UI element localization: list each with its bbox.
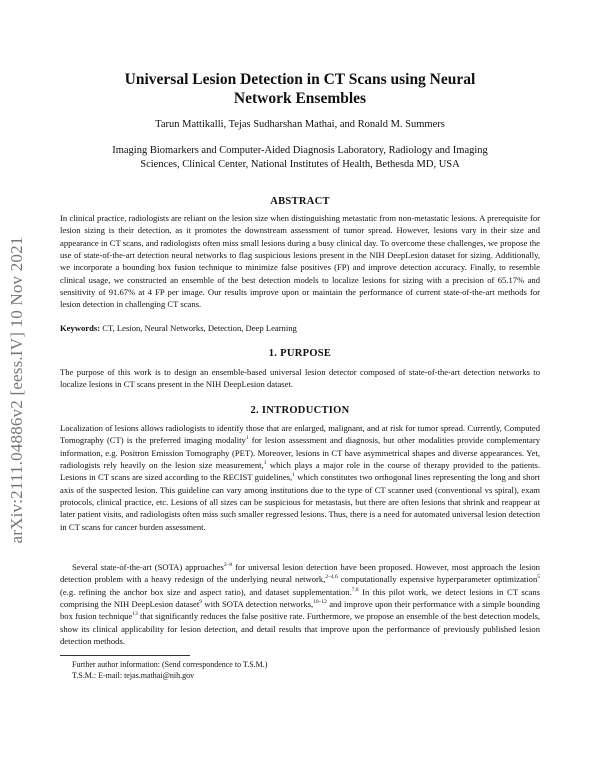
citation-ref[interactable]: 2–8 xyxy=(223,562,233,569)
citation-ref[interactable]: 9 xyxy=(199,599,202,606)
paper-title xyxy=(80,70,520,108)
intro-p2-text: In this pilot work, we detect lesions in CT scans comprising the NIH DeepLesion dataset xyxy=(60,586,540,610)
affiliation xyxy=(75,144,525,172)
intro-p2-text: computationally expensive hyperparameter optimization xyxy=(337,574,538,585)
citation-ref[interactable]: 1 xyxy=(245,435,249,442)
keywords-text: CT, Lesion, Neural Networks, Detection, Deep Learning xyxy=(102,323,297,333)
section-2-heading: 2. INTRODUCTION xyxy=(250,405,350,416)
intro-paragraph-2 xyxy=(60,561,540,647)
keywords xyxy=(60,323,540,333)
citation-ref[interactable]: 1 xyxy=(263,460,267,467)
abstract-text: In clinical practice, radiologists are reliant on the lesion size when distinguishing metastatic from non-metastatic lesions. A prerequisite for lesion sizing is their detection, as it promotes the downstream assessment of tumor spread. However, lesions vary in their size and appearance in CT scans, and radiologists often miss small lesions during a busy clinical day. To overcome these challenges, we propose the use of state-of-the-art detection neural networks to flag suspicious lesions present in the NIH DeepLesion dataset for sizing. Additionally, we incorporate a bounding box fusion technique to minimize false positives (FP) and improve detection accuracy. Finally, to resemble clinical usage, we constructed an ensemble of the best detection models to localize lesions for sizing with a precision of 65.17% and sensitivity of 91.67% at 4 FP per image. Our results improve upon or maintain the performance of current state-of-the-art methods for lesion detection in challenging CT scans. xyxy=(60,213,540,310)
intro-p2-text: (e.g. refining the anchor box size and aspect ratio), and dataset supplementation. xyxy=(60,586,352,597)
affiliation-line-1: Imaging Biomarkers and Computer-Aided Diagnosis Laboratory, Radiology and Imaging xyxy=(112,145,488,156)
citation-ref[interactable]: 10–12 xyxy=(313,599,327,606)
citation-ref[interactable]: 1 xyxy=(292,472,295,479)
intro-p1-text: for lesion assessment and diagnosis, but other modalities provide complementary information, e.g. Positron Emission Tomography (PET). Moreover, lesions in CT have asymmetrical shapes and diverse appearances. Yet, radiologists rely heavily on the lesion size measurement, xyxy=(60,435,540,471)
intro-p2-text: and improve upon their performance with a simple bounding box fusion technique xyxy=(60,599,540,622)
section-1-heading: 1. PURPOSE xyxy=(268,348,332,359)
arxiv-identifier-text: arXiv:2111.04886v2 [eess.IV] 10 Nov 2021 xyxy=(7,236,26,544)
citation-ref[interactable]: 13 xyxy=(132,611,138,618)
intro-p1-text: which plays a major role in the course of therapy provided to the patients. Lesions in CT scans are sized according to the RECIST guidelines, xyxy=(60,460,540,483)
citation-ref[interactable]: 7,8 xyxy=(351,586,359,593)
section-1-text: The purpose of this work is to design an ensemble-based universal lesion detector composed of state-of-the-art detection networks to localize lesions in CT scans present in the NIH DeepLesion dataset. xyxy=(60,367,540,390)
citation-ref[interactable]: 5 xyxy=(537,574,540,581)
arxiv-identifier xyxy=(2,200,32,580)
title-line-1: Universal Lesion Detection in CT Scans using Neural xyxy=(124,71,476,88)
abstract-heading: ABSTRACT xyxy=(270,196,330,207)
footnote-author-info: Further author information: (Send correspondence to T.S.M.) xyxy=(72,660,268,669)
intro-p2-text: for universal lesion detection have been proposed. However, most approach the lesion detection problem with a heavy redesign of the underlying neural network, xyxy=(60,562,540,585)
intro-p1-text: which constitutes two orthogonal lines representing the long and short axis of the suspected lesion. This guideline can vary among institutions due to the type of CT scanner used (conventional vs spiral), exam protocols, clinical practice, etc. Lesions of all sizes can be suspicious for metastasis, but there are often lesions that shrink and reappear at later patient visits, and radiologists often miss such smaller regressed lesions. Thus, there is a need for automated universal lesion detection in CT scans for cancer burden assessment. xyxy=(60,472,540,532)
author-list: Tarun Mattikalli, Tejas Sudharshan Mathai, and Ronald M. Summers xyxy=(155,119,445,130)
intro-p2-text: Several state-of-the-art (SOTA) approaches xyxy=(72,562,224,572)
intro-paragraph-1 xyxy=(60,422,540,533)
intro-p2-text: with SOTA detection networks, xyxy=(202,599,314,610)
affiliation-line-2: Sciences, Clinical Center, National Institutes of Health, Bethesda MD, USA xyxy=(140,159,460,170)
footnote-email: T.S.M.: E-mail: tejas.mathai@nih.gov xyxy=(72,671,195,680)
intro-p2-text: that significantly reduces the false positive rate. Furthermore, we propose an ensemble of the best detection models, show its clinical applicability for lesion detection, and detail results that improve upon the performance of previously published lesion detection methods. xyxy=(60,611,540,647)
keywords-label: Keywords: xyxy=(60,323,101,333)
footnote-rule xyxy=(60,655,190,656)
intro-p1-text: Localization of lesions allows radiologists to identify those that are enlarged, malignant, and at risk for tumor spread. Currently, Computed Tomography (CT) is the preferred imaging modality xyxy=(60,423,540,446)
title-line-2: Network Ensembles xyxy=(233,90,367,107)
citation-ref[interactable]: 2–4,6 xyxy=(325,574,338,581)
